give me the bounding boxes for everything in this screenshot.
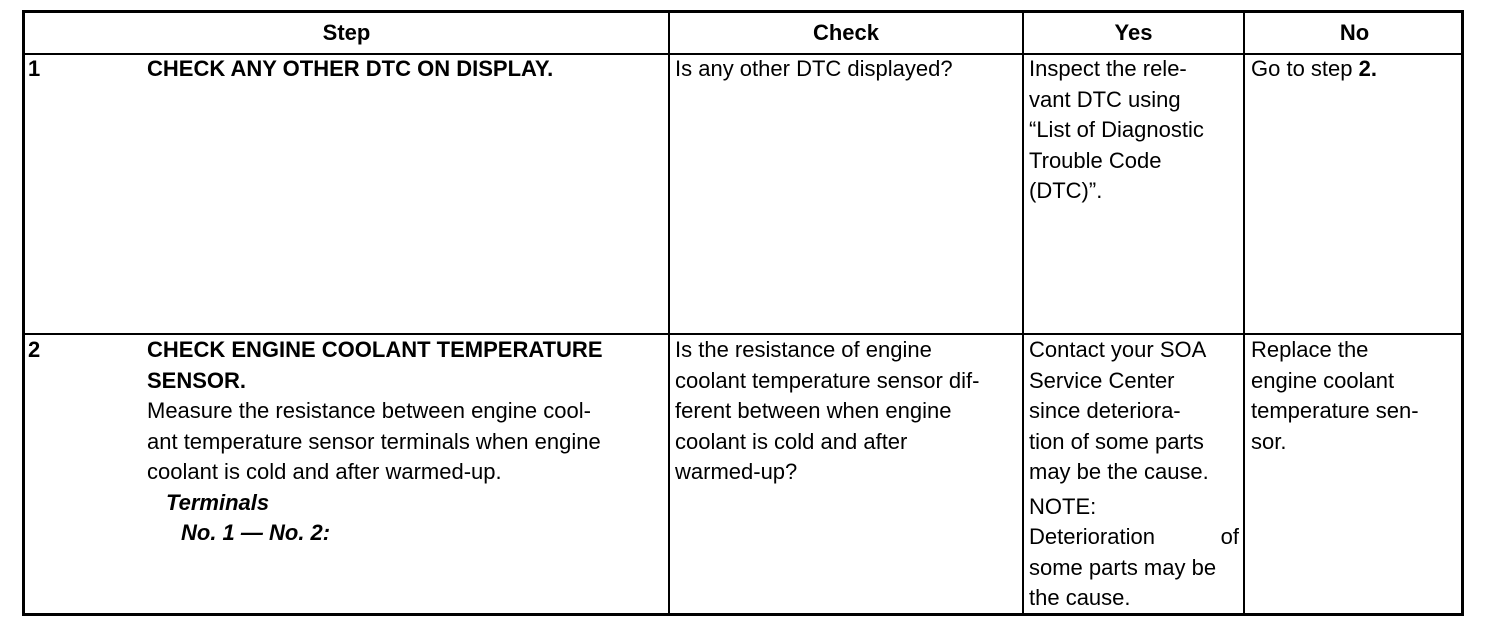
- text-line: since deteriora-: [1029, 398, 1181, 423]
- step-title: SENSOR.: [147, 367, 247, 393]
- text-line: “List of Diagnostic: [1029, 117, 1204, 142]
- note-text: of: [1220, 524, 1239, 549]
- text-line: temperature sen-: [1251, 398, 1419, 423]
- yes-text: [1029, 335, 1239, 614]
- no-text-prefix: Go to step: [1251, 56, 1359, 81]
- column-divider: [668, 13, 670, 613]
- text-line: coolant temperature sensor dif-: [675, 367, 980, 393]
- column-divider: [1022, 13, 1024, 613]
- step-number: 1: [28, 56, 41, 81]
- no-text: [1251, 335, 1461, 457]
- step-description: [147, 335, 665, 549]
- column-divider: [1243, 13, 1245, 613]
- yes-text: [1029, 54, 1239, 207]
- text-line: Inspect the rele-: [1029, 56, 1187, 81]
- text-line: warmed-up?: [675, 459, 798, 484]
- header-yes: Yes: [1114, 20, 1153, 45]
- step-title: CHECK ANY OTHER DTC ON DISPLAY.: [147, 56, 554, 81]
- note-text: some parts may be: [1029, 554, 1217, 580]
- text-line: Contact your SOA: [1029, 337, 1207, 362]
- note-label: NOTE:: [1029, 493, 1097, 519]
- check-text: Is any other DTC displayed?: [675, 56, 953, 81]
- text-line: engine coolant: [1251, 367, 1395, 393]
- header-check: Check: [812, 20, 880, 45]
- text-line: sor.: [1251, 428, 1287, 454]
- text-line: coolant is cold and after warmed-up.: [147, 459, 502, 484]
- text-line: Is the resistance of engine: [675, 337, 932, 362]
- step-reference: 2.: [1358, 56, 1377, 81]
- check-text: [675, 335, 1020, 488]
- terminals-label: Terminals: [166, 489, 270, 515]
- header-step: Step: [322, 20, 371, 45]
- step-title: CHECK ENGINE COOLANT TEMPERATURE: [147, 337, 603, 362]
- text-line: (DTC)”.: [1029, 178, 1103, 203]
- text-line: ferent between when engine: [675, 398, 952, 423]
- no-text: [1251, 54, 1377, 85]
- text-line: vant DTC using: [1029, 86, 1181, 112]
- text-line: coolant is cold and after: [675, 428, 908, 454]
- text-line: Service Center: [1029, 367, 1175, 393]
- text-line: tion of some parts: [1029, 428, 1204, 454]
- text-line: ant temperature sensor terminals when engine: [147, 428, 601, 454]
- text-line: Trouble Code: [1029, 147, 1162, 173]
- note-line: [1029, 522, 1239, 553]
- text-line: Replace the: [1251, 337, 1369, 362]
- step-number: 2: [28, 337, 41, 362]
- text-line: may be the cause.: [1029, 459, 1209, 484]
- note-text: the cause.: [1029, 585, 1131, 610]
- diagnostic-table: [22, 10, 1464, 616]
- text-line: Measure the resistance between engine cool-: [147, 398, 591, 423]
- terminals-value: No. 1 — No. 2:: [181, 520, 331, 545]
- header-no: No: [1339, 20, 1370, 45]
- note-text: Deterioration: [1029, 524, 1155, 549]
